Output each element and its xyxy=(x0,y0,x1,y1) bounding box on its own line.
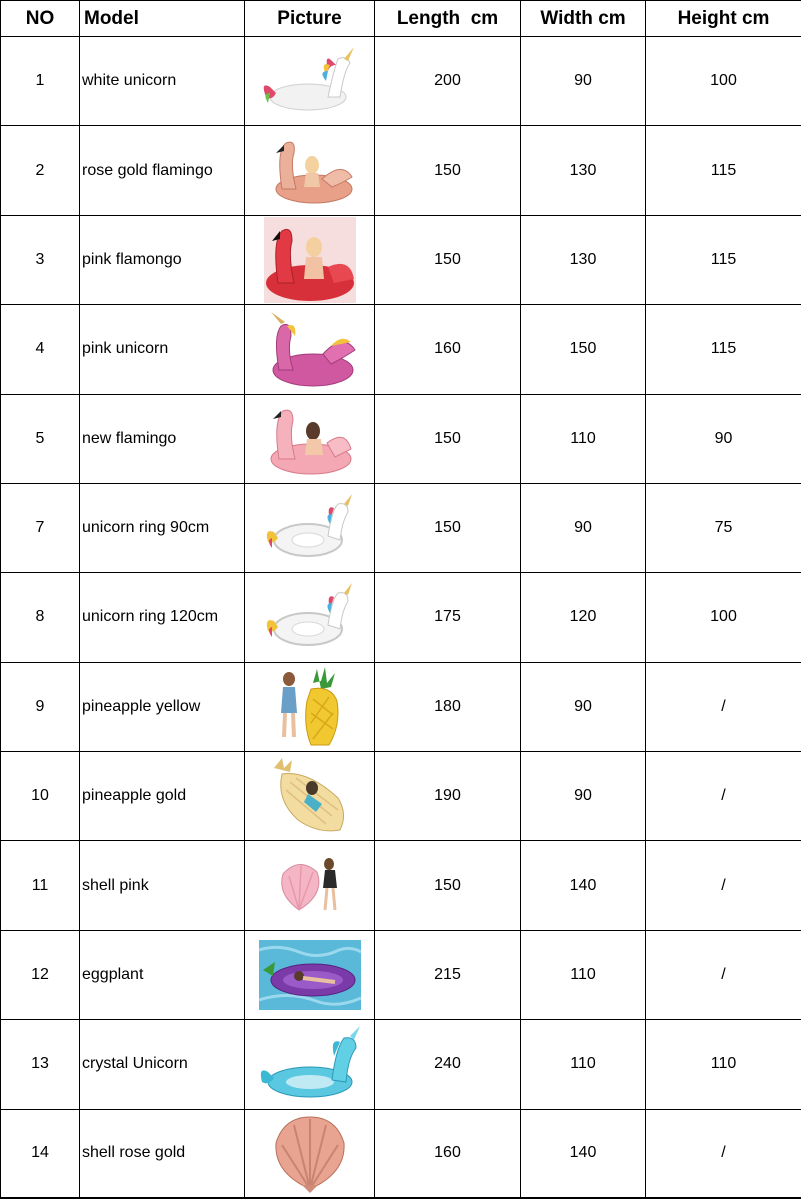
cell-picture xyxy=(245,126,375,215)
cell-picture xyxy=(245,483,375,572)
cell-picture xyxy=(245,394,375,483)
table-row xyxy=(1,483,801,572)
cell-width: 90 xyxy=(521,752,646,841)
cell-model: pink flamongo xyxy=(80,215,245,304)
cell-picture xyxy=(245,930,375,1019)
cell-length: 190 xyxy=(375,752,521,841)
cell-width: 120 xyxy=(521,573,646,662)
table-row xyxy=(1,215,801,304)
table-row xyxy=(1,930,801,1019)
cell-model: white unicorn xyxy=(80,37,245,126)
table-row xyxy=(1,394,801,483)
pineapple-gold-float-icon xyxy=(268,754,352,838)
rose-gold-flamingo-float-icon xyxy=(262,131,358,211)
cell-no: 10 xyxy=(1,752,80,841)
cell-no: 3 xyxy=(1,215,80,304)
white-unicorn-float-icon xyxy=(258,41,362,121)
cell-height: 115 xyxy=(646,215,801,304)
cell-width: 140 xyxy=(521,1109,646,1198)
cell-no: 12 xyxy=(1,930,80,1019)
cell-no: 7 xyxy=(1,483,80,572)
cell-no: 9 xyxy=(1,662,80,751)
cell-no: 8 xyxy=(1,573,80,662)
cell-model: pineapple gold xyxy=(80,752,245,841)
cell-picture xyxy=(245,662,375,751)
cell-picture xyxy=(245,752,375,841)
eggplant-float-icon xyxy=(259,940,361,1010)
cell-width: 110 xyxy=(521,930,646,1019)
cell-picture xyxy=(245,215,375,304)
table-row xyxy=(1,37,801,126)
cell-length: 150 xyxy=(375,394,521,483)
cell-height: 75 xyxy=(646,483,801,572)
cell-width: 140 xyxy=(521,841,646,930)
table-row xyxy=(1,1020,801,1109)
cell-height: / xyxy=(646,752,801,841)
cell-length: 150 xyxy=(375,215,521,304)
header-height: Height cm xyxy=(646,1,801,37)
cell-width: 130 xyxy=(521,126,646,215)
cell-height: 115 xyxy=(646,305,801,394)
cell-picture xyxy=(245,37,375,126)
cell-length: 200 xyxy=(375,37,521,126)
cell-height: 115 xyxy=(646,126,801,215)
cell-picture xyxy=(245,841,375,930)
table-row xyxy=(1,1109,801,1198)
cell-no: 4 xyxy=(1,305,80,394)
cell-model: shell rose gold xyxy=(80,1109,245,1198)
cell-height: 100 xyxy=(646,573,801,662)
cell-no: 11 xyxy=(1,841,80,930)
cell-model: unicorn ring 90cm xyxy=(80,483,245,572)
cell-height: / xyxy=(646,930,801,1019)
cell-height: / xyxy=(646,662,801,751)
cell-width: 110 xyxy=(521,1020,646,1109)
shell-pink-float-icon xyxy=(275,854,345,918)
cell-length: 150 xyxy=(375,126,521,215)
cell-model: pineapple yellow xyxy=(80,662,245,751)
cell-picture xyxy=(245,1020,375,1109)
table-row xyxy=(1,841,801,930)
cell-model: unicorn ring 120cm xyxy=(80,573,245,662)
cell-height: 100 xyxy=(646,37,801,126)
cell-no: 1 xyxy=(1,37,80,126)
cell-length: 160 xyxy=(375,1109,521,1198)
cell-model: new flamingo xyxy=(80,394,245,483)
cell-width: 110 xyxy=(521,394,646,483)
cell-width: 90 xyxy=(521,662,646,751)
header-model: Model xyxy=(80,1,245,37)
pineapple-yellow-float-icon xyxy=(273,665,347,749)
cell-length: 150 xyxy=(375,483,521,572)
cell-height: 90 xyxy=(646,394,801,483)
cell-picture xyxy=(245,573,375,662)
cell-width: 90 xyxy=(521,483,646,572)
cell-length: 175 xyxy=(375,573,521,662)
table-row xyxy=(1,305,801,394)
new-flamingo-float-icon xyxy=(265,399,355,479)
cell-no: 2 xyxy=(1,126,80,215)
header-length: Length cm xyxy=(375,1,521,37)
table-row xyxy=(1,573,801,662)
shell-rose-gold-float-icon xyxy=(270,1113,350,1193)
cell-length: 160 xyxy=(375,305,521,394)
cell-no: 5 xyxy=(1,394,80,483)
cell-height: / xyxy=(646,1109,801,1198)
cell-height: 110 xyxy=(646,1020,801,1109)
cell-length: 240 xyxy=(375,1020,521,1109)
header-width: Width cm xyxy=(521,1,646,37)
header-row xyxy=(1,1,801,37)
pink-unicorn-float-icon xyxy=(261,306,359,392)
cell-width: 130 xyxy=(521,215,646,304)
cell-model: crystal Unicorn xyxy=(80,1020,245,1109)
header-no: NO xyxy=(1,1,80,37)
table-row xyxy=(1,752,801,841)
pink-flamingo-float-icon xyxy=(264,217,356,303)
cell-picture xyxy=(245,1109,375,1198)
crystal-unicorn-float-icon xyxy=(256,1024,364,1104)
cell-width: 150 xyxy=(521,305,646,394)
cell-length: 215 xyxy=(375,930,521,1019)
table-row xyxy=(1,126,801,215)
cell-length: 180 xyxy=(375,662,521,751)
cell-model: eggplant xyxy=(80,930,245,1019)
cell-width: 90 xyxy=(521,37,646,126)
header-picture: Picture xyxy=(245,1,375,37)
cell-picture xyxy=(245,305,375,394)
cell-model: rose gold flamingo xyxy=(80,126,245,215)
cell-no: 13 xyxy=(1,1020,80,1109)
table-row xyxy=(1,662,801,751)
cell-length: 150 xyxy=(375,841,521,930)
cell-no: 14 xyxy=(1,1109,80,1198)
cell-model: pink unicorn xyxy=(80,305,245,394)
cell-model: shell pink xyxy=(80,841,245,930)
unicorn-ring-float-icon xyxy=(264,581,356,653)
unicorn-ring-float-icon xyxy=(264,492,356,564)
cell-height: / xyxy=(646,841,801,930)
